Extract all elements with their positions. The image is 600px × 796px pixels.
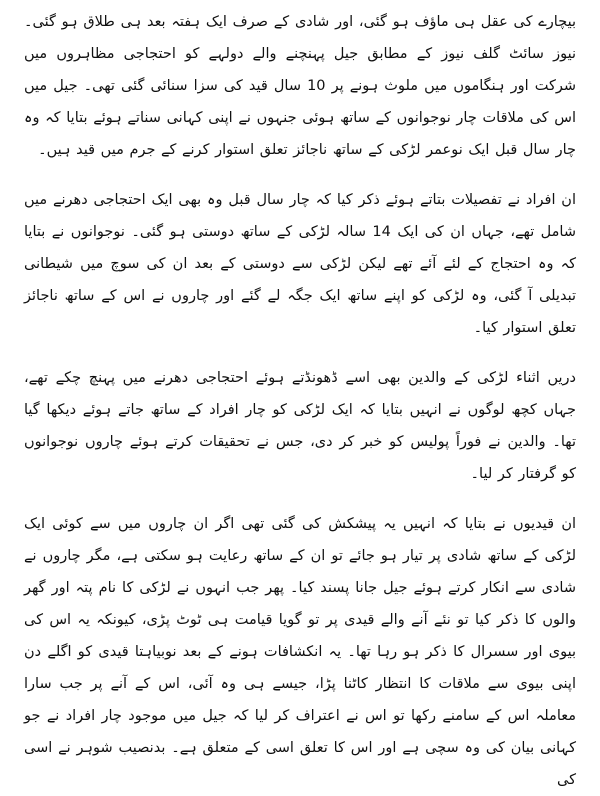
paragraph-1: بیچارے کی عقل ہی ماؤف ہو گئی، اور شادی کے صرف ایک ہفتہ بعد ہی طلاق ہو گئی۔ نیوز سائٹ گلف نیوز کے مطابق جیل پہنچنے والے دولہے کو احتجاجی مظاہروں میں شرکت اور ہنگاموں میں ملوث ہونے پر 10 سال قید کی سزا سنائی گئی تھی۔ جیل میں اس کی ملاقات چار نوجوانوں کے ساتھ ہوئی جنہوں نے اپنی کہانی سناتے ہوئے بتایا کہ وہ چار سال قبل ایک نوعمر لڑکی کے ساتھ ناجائز تعلق استوار کرنے کے جرم میں قید ہیں۔	[24, 14, 577, 158]
paragraph-3: دریں اثناء لڑکی کے والدین بھی اسے ڈھونڈتے ہوئے احتجاجی دھرنے میں پہنچ چکے تھے، جہاں کچھ لوگوں نے انہیں بتایا کہ ایک لڑکی کو چار افراد کے ساتھ جاتے ہوئے دیکھا گیا تھا۔ والدین نے فوراً پولیس کو خبر کر دی، جس نے تحقیقات کرتے ہوئے چاروں نوجوانوں کو گرفتار کر لیا۔	[24, 370, 576, 482]
paragraph-4: ان قیدیوں نے بتایا کہ انہیں یہ پیشکش کی گئی تھی اگر ان چاروں میں سے کوئی ایک لڑکی کے ساتھ شادی پر تیار ہو جائے تو ان کے ساتھ رعایت ہو سکتی ہے، مگر چاروں نے شادی سے انکار کرتے ہوئے جیل جانا پسند کیا۔ پھر جب انہوں نے لڑکی کا نام پتہ اور گھر والوں کا ذکر کیا تو نئے آنے والے قیدی پر تو گویا قیامت ہی ٹوٹ پڑی، کیونکہ یہ اس کی بیوی اور سسرال کا ذکر ہو رہا تھا۔ یہ انکشافات ہونے کے بعد نوبیاہتا قیدی کو اگلے دن اپنی بیوی سے ملاقات کا انتظار کاٹنا پڑا، جیسے ہی وہ آئی، اس کے آنے پر جب سارا معاملہ اس کے سامنے رکھا تو اس نے اعتراف کر لیا کہ جیل میں موجود چار افراد نے جو کہانی بیان کی وہ سچی ہے اور اس کا تعلق اسی کے متعلق ہے۔ بدنصیب شوہر نے اسی کی	[24, 516, 576, 788]
paragraph-2: ان افراد نے تفصیلات بتاتے ہوئے ذکر کیا کہ چار سال قبل وہ بھی ایک احتجاجی دھرنے میں شامل تھے، جہاں ان کی ایک 14 سالہ لڑکی کے ساتھ دوستی ہو گئی۔ نوجوانوں نے بتایا کہ وہ احتجاج کے لئے آئے تھے لیکن لڑکی سے دوستی کے بعد ان کی سوچ میں شیطانی تبدیلی آ گئی، وہ لڑکی کو اپنے ساتھ ایک جگہ لے گئے اور چاروں نے اس کے ساتھ ناجائز تعلق استوار کیا۔	[24, 192, 576, 336]
